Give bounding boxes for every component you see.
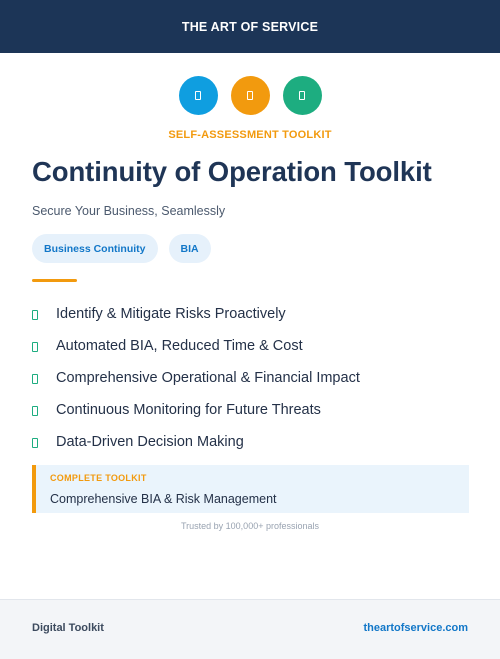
tag-list <box>32 234 211 263</box>
subtitle: Secure Your Business, Seamlessly <box>32 204 226 218</box>
document-icon <box>231 76 270 115</box>
list-item <box>32 394 360 426</box>
trust-note: Trusted by 100,000+ professionals <box>180 521 319 531</box>
tag-business-continuity: Business Continuity <box>32 234 158 263</box>
icon-row <box>0 76 500 115</box>
website-link[interactable]: theartofservice.com <box>363 622 468 634</box>
callout-label: COMPLETE TOOLKIT <box>50 473 147 483</box>
feature-text: Automated BIA, Reduced Time & Cost <box>56 338 303 354</box>
check-icon <box>32 438 38 448</box>
check-icon <box>32 342 38 352</box>
check-icon <box>32 310 38 320</box>
header-bar <box>0 0 500 53</box>
list-item <box>32 330 360 362</box>
brand-title: THE ART OF SERVICE <box>181 19 319 34</box>
feature-text: Data-Driven Decision Making <box>56 434 244 450</box>
check-icon <box>32 406 38 416</box>
toolkit-callout <box>32 465 469 513</box>
page-title: Continuity of Operation Toolkit <box>32 156 432 187</box>
accent-divider <box>32 279 77 282</box>
document-icon <box>179 76 218 115</box>
feature-list <box>32 298 360 458</box>
feature-text: Continuous Monitoring for Future Threats <box>56 402 321 418</box>
check-icon <box>32 374 38 384</box>
document-icon <box>283 76 322 115</box>
kicker-label: SELF-ASSESSMENT TOOLKIT <box>168 129 332 141</box>
feature-text: Comprehensive Operational & Financial Impact <box>56 370 360 386</box>
list-item <box>32 426 360 458</box>
feature-text: Identify & Mitigate Risks Proactively <box>56 306 286 322</box>
footer-bar <box>0 599 500 659</box>
list-item <box>32 298 360 330</box>
tag-bia: BIA <box>169 234 211 263</box>
callout-text: Comprehensive BIA & Risk Management <box>50 492 277 506</box>
footer-label: Digital Toolkit <box>32 622 104 634</box>
list-item <box>32 362 360 394</box>
